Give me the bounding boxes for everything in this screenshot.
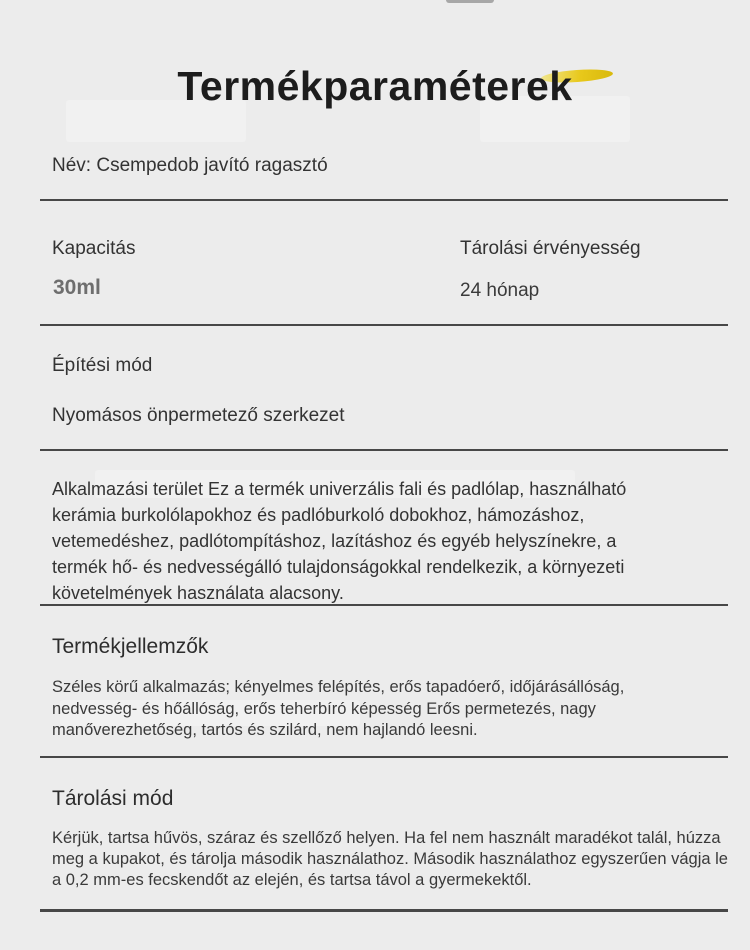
- divider: [40, 909, 728, 912]
- top-edge-artifact: [446, 0, 494, 3]
- features-paragraph: Széles körű alkalmazás; kényelmes felépítés, erős tapadóerő, időjárásállóság, nedvesség- és hőállóság, erős teherbíró képesség Erős permetezés, nagy manőverezhetőség, tartós és szilárd, nem hajlandó leesni.: [52, 678, 625, 739]
- divider: [40, 604, 728, 606]
- features-heading: Termékjellemzők: [52, 635, 209, 658]
- storage-validity-value: 24 hónap: [460, 280, 540, 301]
- capacity-label: Kapacitás: [52, 238, 136, 259]
- page-title: Termékparaméterek: [177, 63, 573, 110]
- build-method-label: Építési mód: [52, 355, 153, 376]
- application-area-paragraph: Alkalmazási terület Ez a termék univerzális fali és padlólap, használható kerámia burkolólapokhoz és padlóburkoló dobokhoz, hámozáshoz, vetemedéshez, padlótompításhoz, lazításhoz és egyéb helyszínekre, a termék hő- és nedvességálló tulajdonságokkal rendelkezik, a környezeti követelmények használata alacsony.: [52, 479, 627, 603]
- product-name-row: Név: Csempedob javító ragasztó: [52, 155, 328, 176]
- capacity-value: 30ml: [53, 276, 101, 299]
- divider: [40, 324, 728, 326]
- storage-heading: Tárolási mód: [52, 787, 174, 810]
- divider: [40, 199, 728, 201]
- build-method-value: Nyomásos önpermetező szerkezet: [52, 405, 345, 426]
- divider: [40, 756, 728, 758]
- storage-paragraph: Kérjük, tartsa hűvös, száraz és szellőző helyen. Ha fel nem használt maradékot talál, húzza meg a kupakot, és tárolja második használathoz. Második használathoz egyszerűen vágja le a 0,2 mm-es fecskendőt az elején, és tartsa távol a gyermekektől.: [52, 829, 728, 889]
- divider: [40, 449, 728, 451]
- storage-validity-label: Tárolási érvényesség: [460, 238, 641, 259]
